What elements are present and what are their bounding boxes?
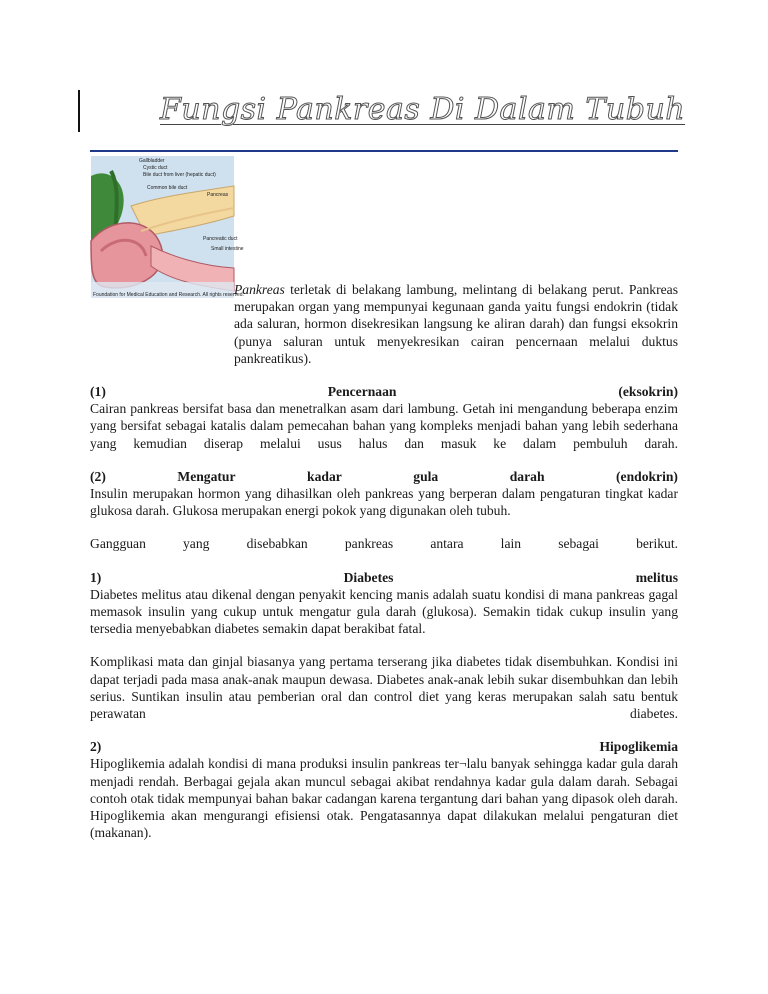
section2-word4: darah [509,468,545,484]
pancreas-illustration [91,156,244,298]
figure-label-pancreas: Pancreas [207,192,229,198]
section1-number: (1) [90,384,106,400]
section2-word2: kadar [307,468,342,484]
item2-heading [90,738,678,755]
figure-label-common-bile-duct: Common bile duct [147,185,188,191]
figure-label-pancreatic-duct: Pancreatic duct [203,236,238,242]
title-divider [90,150,678,152]
item2-title: Hipoglikemia [599,739,678,755]
item2-number: 2) [90,739,102,755]
figure-label-small-intestine: Small intestine [211,246,244,252]
section1-body: Cairan pankreas bersifat basa dan menetralkan asam dari lambung. Getah ini mengandung beberapa enzim yang bersifat sebagai katalis dalam pemecahan bahan yang kompleks menjadi bahan yang lebih sederhana yang kemudian diserap melalui usus halus dan masuk ke dalam pembuluh darah. [90,401,678,451]
text-cursor [78,90,80,132]
document-body [90,281,678,841]
item1-title: Diabetes [343,569,394,585]
item1-number: 1) [90,569,102,585]
figure-label-hepatic-duct: Bile duct from liver (hepatic duct) [143,172,216,178]
item1-body2: Komplikasi mata dan ginjal biasanya yang pertama terserang jika diabetes tidak disembuhkan. Kondisi ini dapat terjadi pada masa anak-anak maupun dewasa. Diabetes anak-anak lebih sukar disembuhkan dan lebih serius. Suntikan insulin atau pemberian oral dan control diet yang keras merupakan salah satu bentuk perawatan diabetes. [90,654,678,722]
item1-heading [90,569,678,586]
section2-word1: Mengatur [177,468,236,484]
item1-body1: Diabetes melitus atau dikenal dengan penyakit kencing manis adalah suatu kondisi di mana pankreas gagal memasok insulin yang cukup untuk mengatur gula darah (glukosa). Semakin tidak cukup insulin yang tersedia menyebabkan diabetes semakin dapat berakibat fatal. [90,586,678,637]
section2-word3: gula [413,468,439,484]
section1-title: Pencernaan [327,384,397,400]
figure-label-cystic-duct: Cystic duct [143,165,168,171]
gangguan-intro: Gangguan yang disebabkan pankreas antara lain sebagai berikut. [90,536,678,552]
page-title: Fungsi Pankreas Di Dalam Tubuh [160,92,686,127]
item1-title-cont: melitus [635,569,678,585]
intro-text: terletak di belakang lambung, melintang di belakang perut. Pankreas merupakan organ yang mempunyai kegunaan ganda yaitu fungsi endokrin (tidak ada saluran, hormon disekresikan langsung ke aliran darah) dan fungsi eksokrin (punya saluran untuk menyekresikan cairan pencernaan melalui duktus pankreatikus). [234,282,678,366]
item2-body: Hipoglikemia adalah kondisi di mana produksi insulin pankreas ter¬lalu banyak sehingga kadar gula darah menjadi rendah. Berbagai gejala akan muncul sebagai akibat rendahnya kadar gula dalam darah. Sebagai contoh otak tidak mempunyai bahan bakar cadangan karena tergantung dari bahan yang dipasok oleh darah. Hipoglikemia akan mengurangi efisiensi otak. Pengatasannya dapat dilakukan melalui pengaturan diet (makanan). [90,756,678,841]
section1-type: (eksokrin) [618,384,678,400]
section2-type: (endokrin) [616,468,678,484]
intro-paragraph [90,281,678,367]
intro-lead-word: Pankreas [234,282,285,297]
section2-number: (2) [90,468,106,484]
section2-body: Insulin merupakan hormon yang dihasilkan oleh pankreas yang berperan dalam pengaturan tingkat kadar glukosa darah. Glukosa merupakan energi pokok yang digunakan oleh tubuh. [90,486,678,519]
figure-label-gallbladder: Gallbladder [139,158,165,164]
section1-heading [90,383,678,400]
section2-heading [90,468,678,485]
figure-credit: Foundation for Medical Education and Research. All rights reserved. [93,292,244,298]
